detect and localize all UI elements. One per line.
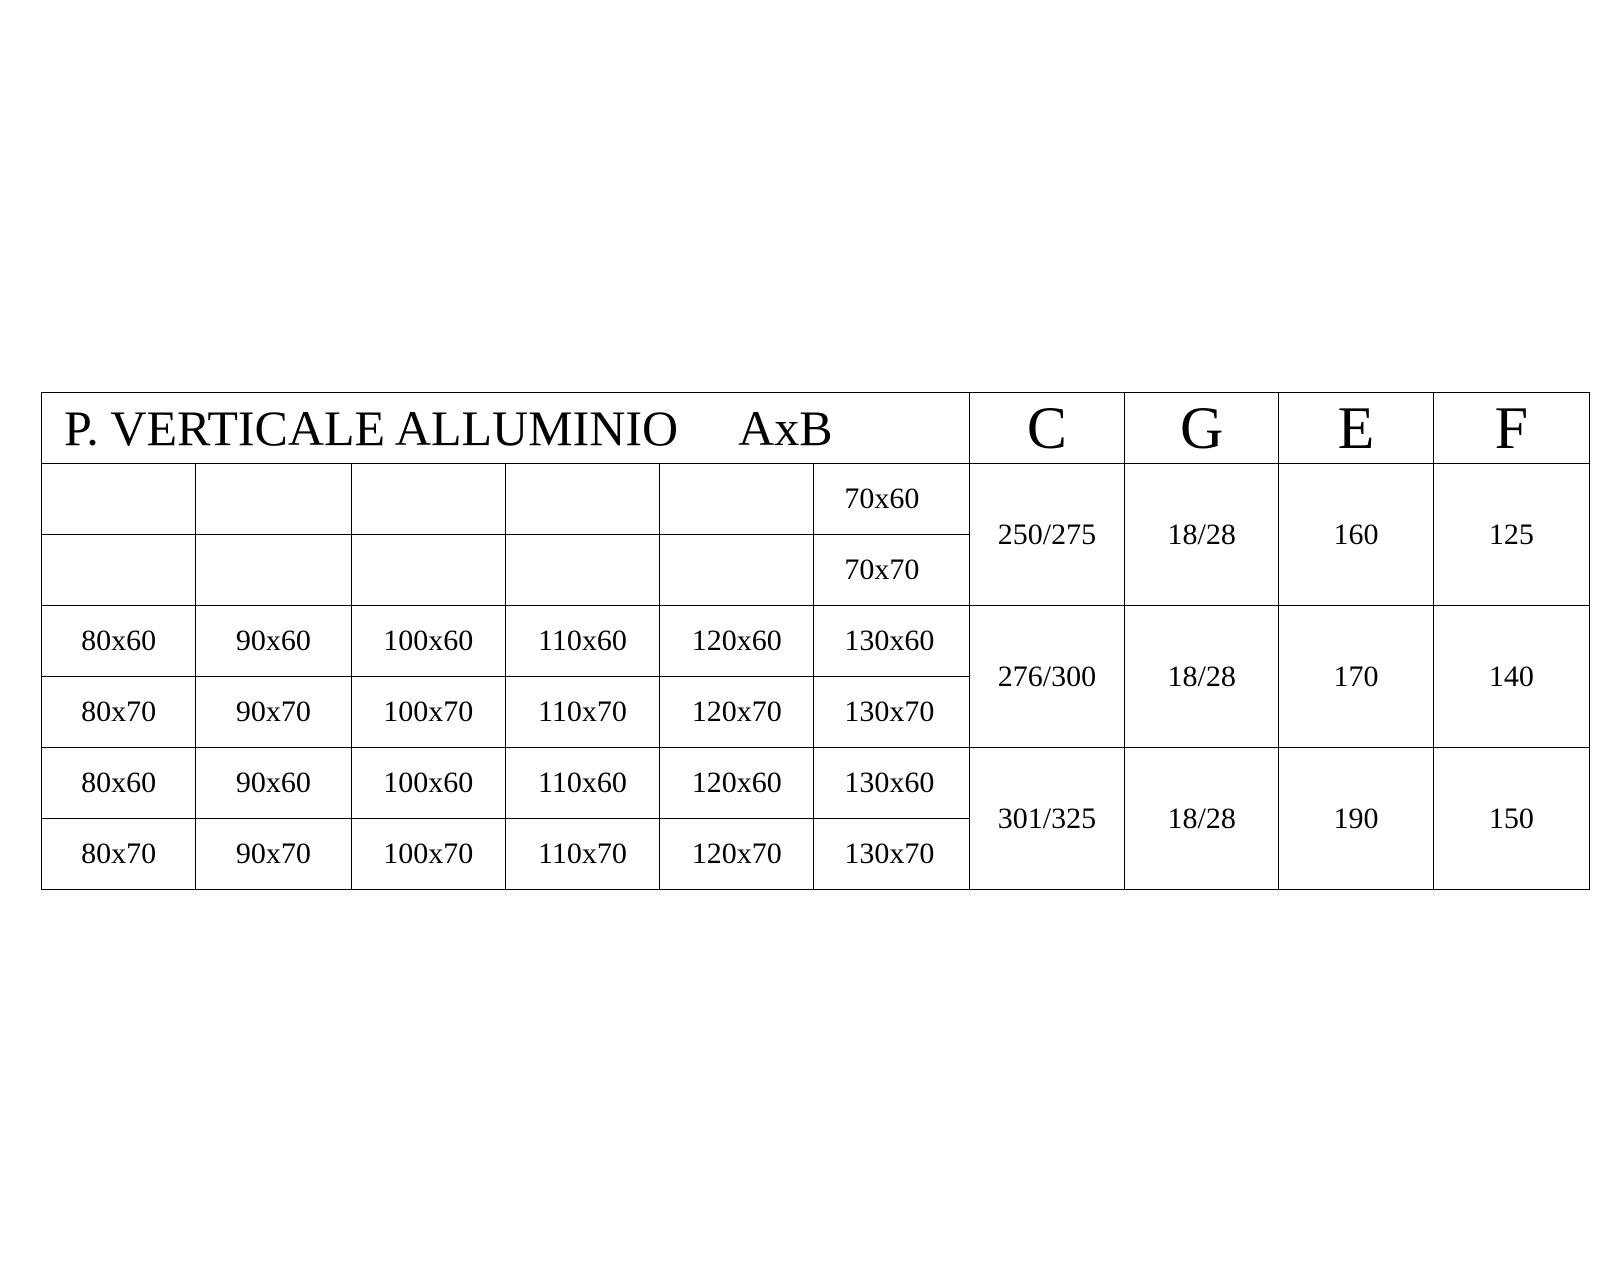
axb-label: AxB bbox=[738, 400, 833, 456]
table-row bbox=[42, 748, 1590, 819]
size-cell: 120x70 bbox=[660, 677, 814, 748]
size-cell: 70x60 bbox=[814, 464, 969, 535]
size-cell bbox=[660, 535, 814, 606]
table-row bbox=[42, 606, 1590, 677]
size-cell bbox=[351, 464, 505, 535]
size-cell bbox=[196, 464, 351, 535]
value-f: 150 bbox=[1433, 748, 1589, 890]
size-cell: 100x70 bbox=[351, 677, 505, 748]
size-cell: 110x70 bbox=[505, 819, 659, 890]
size-cell bbox=[351, 535, 505, 606]
size-cell: 100x70 bbox=[351, 819, 505, 890]
table-title-cell bbox=[42, 393, 970, 464]
size-cell: 90x70 bbox=[196, 819, 351, 890]
table-title: P. VERTICALE ALLUMINIO bbox=[64, 400, 679, 456]
size-cell: 130x70 bbox=[814, 677, 969, 748]
size-cell: 90x60 bbox=[196, 748, 351, 819]
size-cell: 80x60 bbox=[42, 606, 196, 677]
value-e: 160 bbox=[1279, 464, 1433, 606]
column-header-c: C bbox=[969, 393, 1124, 464]
size-cell bbox=[505, 535, 659, 606]
size-cell bbox=[660, 464, 814, 535]
size-cell: 80x60 bbox=[42, 748, 196, 819]
value-e: 190 bbox=[1279, 748, 1433, 890]
size-cell: 100x60 bbox=[351, 748, 505, 819]
size-cell: 90x60 bbox=[196, 606, 351, 677]
value-g: 18/28 bbox=[1125, 606, 1279, 748]
spec-table bbox=[41, 392, 1590, 890]
size-cell bbox=[42, 464, 196, 535]
size-cell: 120x70 bbox=[660, 819, 814, 890]
value-c: 276/300 bbox=[969, 606, 1124, 748]
value-c: 250/275 bbox=[969, 464, 1124, 606]
column-header-g: G bbox=[1125, 393, 1279, 464]
header-row bbox=[42, 393, 1590, 464]
size-cell: 80x70 bbox=[42, 677, 196, 748]
size-cell: 110x60 bbox=[505, 606, 659, 677]
value-f: 125 bbox=[1433, 464, 1589, 606]
size-cell: 110x70 bbox=[505, 677, 659, 748]
size-cell: 130x70 bbox=[814, 819, 969, 890]
size-cell: 120x60 bbox=[660, 748, 814, 819]
column-header-e: E bbox=[1279, 393, 1433, 464]
value-g: 18/28 bbox=[1125, 464, 1279, 606]
column-header-f: F bbox=[1433, 393, 1589, 464]
size-cell: 130x60 bbox=[814, 748, 969, 819]
size-cell: 90x70 bbox=[196, 677, 351, 748]
size-cell: 120x60 bbox=[660, 606, 814, 677]
value-c: 301/325 bbox=[969, 748, 1124, 890]
size-cell: 110x60 bbox=[505, 748, 659, 819]
size-cell bbox=[505, 464, 659, 535]
value-f: 140 bbox=[1433, 606, 1589, 748]
size-cell: 80x70 bbox=[42, 819, 196, 890]
size-cell: 70x70 bbox=[814, 535, 969, 606]
value-g: 18/28 bbox=[1125, 748, 1279, 890]
size-cell bbox=[196, 535, 351, 606]
size-cell: 100x60 bbox=[351, 606, 505, 677]
table-row bbox=[42, 464, 1590, 535]
size-cell bbox=[42, 535, 196, 606]
value-e: 170 bbox=[1279, 606, 1433, 748]
size-cell: 130x60 bbox=[814, 606, 969, 677]
